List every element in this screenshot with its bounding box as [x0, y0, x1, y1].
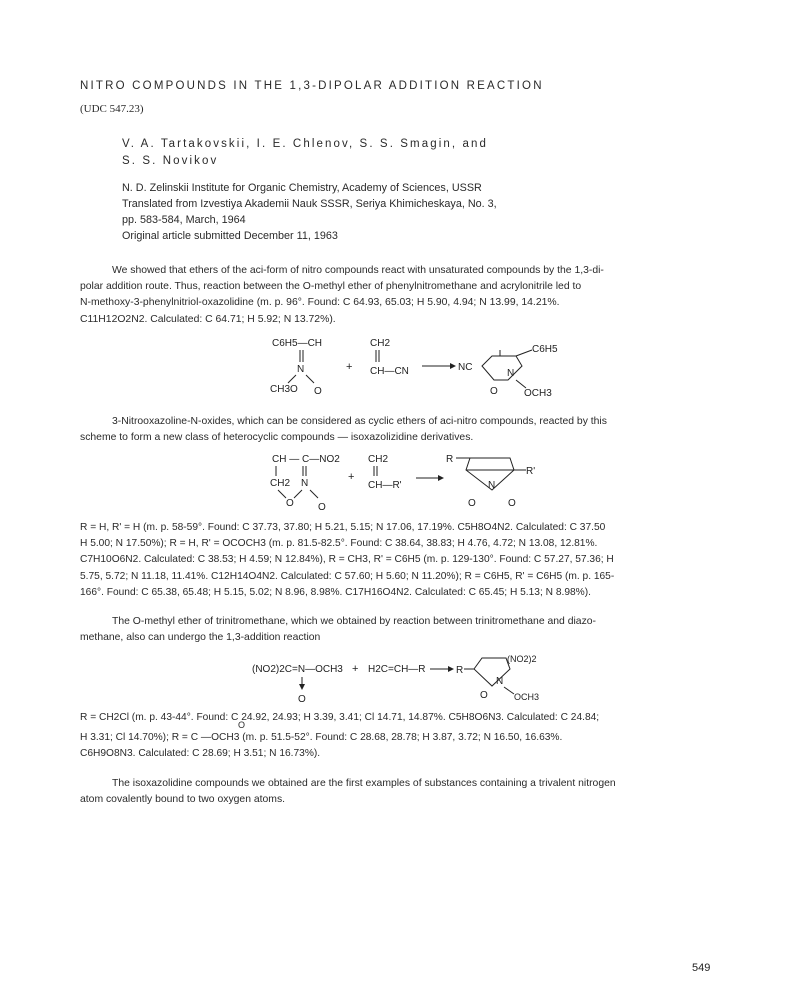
reaction-scheme-1	[270, 334, 610, 409]
scheme-3-drawing	[252, 650, 552, 706]
group-label: CH2	[270, 478, 291, 489]
text-line: C6H9O8N3. Calculated: C 28.69; H 3.51; N 16.73%).	[80, 748, 321, 760]
reactant-label: C6H5—CH	[272, 338, 323, 349]
paragraph-trinitromethane	[80, 614, 730, 646]
paragraph-conclusion	[80, 776, 730, 808]
group-label: R	[456, 665, 464, 676]
group-label: R'	[526, 466, 536, 477]
atom-label: N	[496, 676, 504, 687]
text-line: N-methoxy-3-phenylnitriol-oxazolidine (m. p. 96°. Found: C 64.93, 65.03; H 5.90, 4.94; N 13.99, 14.21%.	[80, 297, 560, 309]
author-line: S. S. Novikov	[122, 155, 219, 167]
group-label: (NO2)2	[507, 654, 537, 664]
text-line: 3-Nitrooxazoline-N-oxides, which can be considered as cyclic ethers of aci-nitro compounds, reacted by this	[112, 416, 607, 427]
text-line: We showed that ethers of the aci-form of nitro compounds react with unsaturated compounds by the 1,3-di-	[112, 265, 604, 276]
plus-sign: +	[346, 361, 353, 373]
atom-label: O	[314, 386, 322, 397]
atom-label: O	[508, 498, 516, 509]
reactant-label: (NO2)2C=N—OCH3	[252, 664, 343, 675]
group-label: CH3O	[270, 384, 298, 395]
text-line: H 5.00; N 17.50%); R = H, R' = OCOCH3 (m. p. 81.5-82.5°. Found: C 38.64, 38.83; H 4.76, 4.72; N 13.08, 12.81%.	[80, 538, 598, 550]
reactant-label: CH2	[370, 338, 391, 349]
text-line: polar addition route. Thus, reaction between the O-methyl ether of phenylnitromethane and acrylonitrile led to	[80, 281, 582, 293]
text-line: 166°. Found: C 65.38, 65.48; H 5.15, 5.02; N 8.96, 8.98%. C17H16O4N2. Calculated: C 65.45; H 5.13; N 8.98%).	[80, 586, 591, 598]
author-line: V. A. Tartakovskii, I. E. Chlenov, S. S. Smagin, and	[122, 138, 488, 150]
paragraph-trinitro-data	[80, 710, 730, 763]
reactant-label: CH—CN	[370, 366, 409, 377]
reactant-label: CH—R'	[368, 480, 402, 491]
affiliation-line: N. D. Zelinskii Institute for Organic Chemistry, Academy of Sciences, USSR	[122, 182, 482, 194]
text-line: C7H10O6N2. Calculated: C 38.53; H 4.59; N 12.84%), R = CH3, R' = C6H5 (m. p. 129-130°. Found: C 57.27, 57.36; H	[80, 554, 614, 566]
atom-label: O	[468, 498, 476, 509]
text-line: The O-methyl ether of trinitromethane, which we obtained by reaction between trinitromethane and diazo-	[112, 616, 597, 627]
atom-label: O	[286, 498, 294, 509]
text-line: atom covalently bound to two oxygen atoms.	[80, 794, 286, 806]
group-label: C6H5	[532, 344, 558, 355]
submission-date: Original article submitted December 11, 1963	[122, 230, 338, 242]
reaction-scheme-2	[270, 450, 570, 521]
text-line: R = CH2Cl (m. p. 43-44°. Found: C 24.92, 24.93; H 3.39, 3.41; Cl 14.71, 14.87%. C5H8O6N3. Calculated: C 24.84;	[80, 712, 600, 723]
text-line: scheme to form a new class of heterocyclic compounds — isoxazolizidine derivatives.	[80, 432, 474, 444]
atom-label: O	[298, 694, 306, 705]
pages-note: pp. 583-584, March, 1964	[122, 214, 246, 226]
atom-label: N	[488, 480, 496, 491]
reactant-label: H2C=CH—R	[368, 664, 426, 675]
atom-label: O	[490, 386, 498, 397]
group-label: OCH3	[524, 388, 552, 399]
reactant-label: CH2	[368, 454, 389, 465]
text-line: methane, also can undergo the 1,3-addition reaction	[80, 632, 321, 644]
udc-code: (UDC 547.23)	[80, 103, 144, 115]
affiliation-block	[122, 180, 592, 244]
article-title: NITRO COMPOUNDS IN THE 1,3-DIPOLAR ADDITION REACTION	[80, 80, 544, 92]
text-line: The isoxazolidine compounds we obtained are the first examples of substances containing a trivalent nitrogen	[112, 778, 616, 789]
scheme-2-drawing	[270, 450, 570, 516]
paragraph-isoxazolidine-data	[80, 520, 730, 601]
group-label: OCH3	[514, 692, 540, 702]
text-line: R = H, R' = H (m. p. 58-59°. Found: C 37.73, 37.80; H 5.21, 5.15; N 17.06, 17.19%. C5H8O4N2. Calculated: C 37.50	[80, 522, 606, 533]
text-line: H 3.31; Cl 14.70%); R = C —OCH3 (m. p. 51.5-52°. Found: C 28.68, 28.78; H 3.87, 3.72; N 16.50, 16.63%.	[80, 732, 563, 744]
group-label: NC	[458, 362, 473, 373]
plus-sign: +	[352, 663, 359, 675]
reactant-label: CH — C—NO2	[272, 454, 340, 465]
atom-label: N	[507, 368, 515, 379]
atom-label: O	[318, 502, 326, 513]
atom-label: O	[480, 690, 488, 701]
paragraph-intro	[80, 263, 730, 328]
plus-sign: +	[348, 471, 355, 483]
oxo-mark: O	[238, 720, 246, 731]
author-list	[122, 136, 562, 170]
text-line: C11H12O2N2. Calculated: C 64.71; H 5.92; N 13.72%).	[80, 313, 336, 325]
page-number: 549	[692, 962, 711, 974]
text-line: 5.75, 5.72; N 11.18, 11.41%. C12H14O4N2. Calculated: C 57.60; H 5.60; N 11.20%); R = C6H5, R' = C6H5 (m. p. 165-	[80, 570, 615, 582]
group-label: R	[446, 454, 454, 465]
translation-note: Translated from Izvestiya Akademii Nauk SSSR, Seriya Khimicheskaya, No. 3,	[122, 198, 497, 210]
atom-label: N	[297, 364, 305, 375]
paragraph-nitrooxazoline	[80, 414, 730, 446]
atom-label: N	[301, 478, 309, 489]
scheme-1-drawing	[270, 334, 610, 404]
reaction-scheme-3	[252, 650, 552, 711]
